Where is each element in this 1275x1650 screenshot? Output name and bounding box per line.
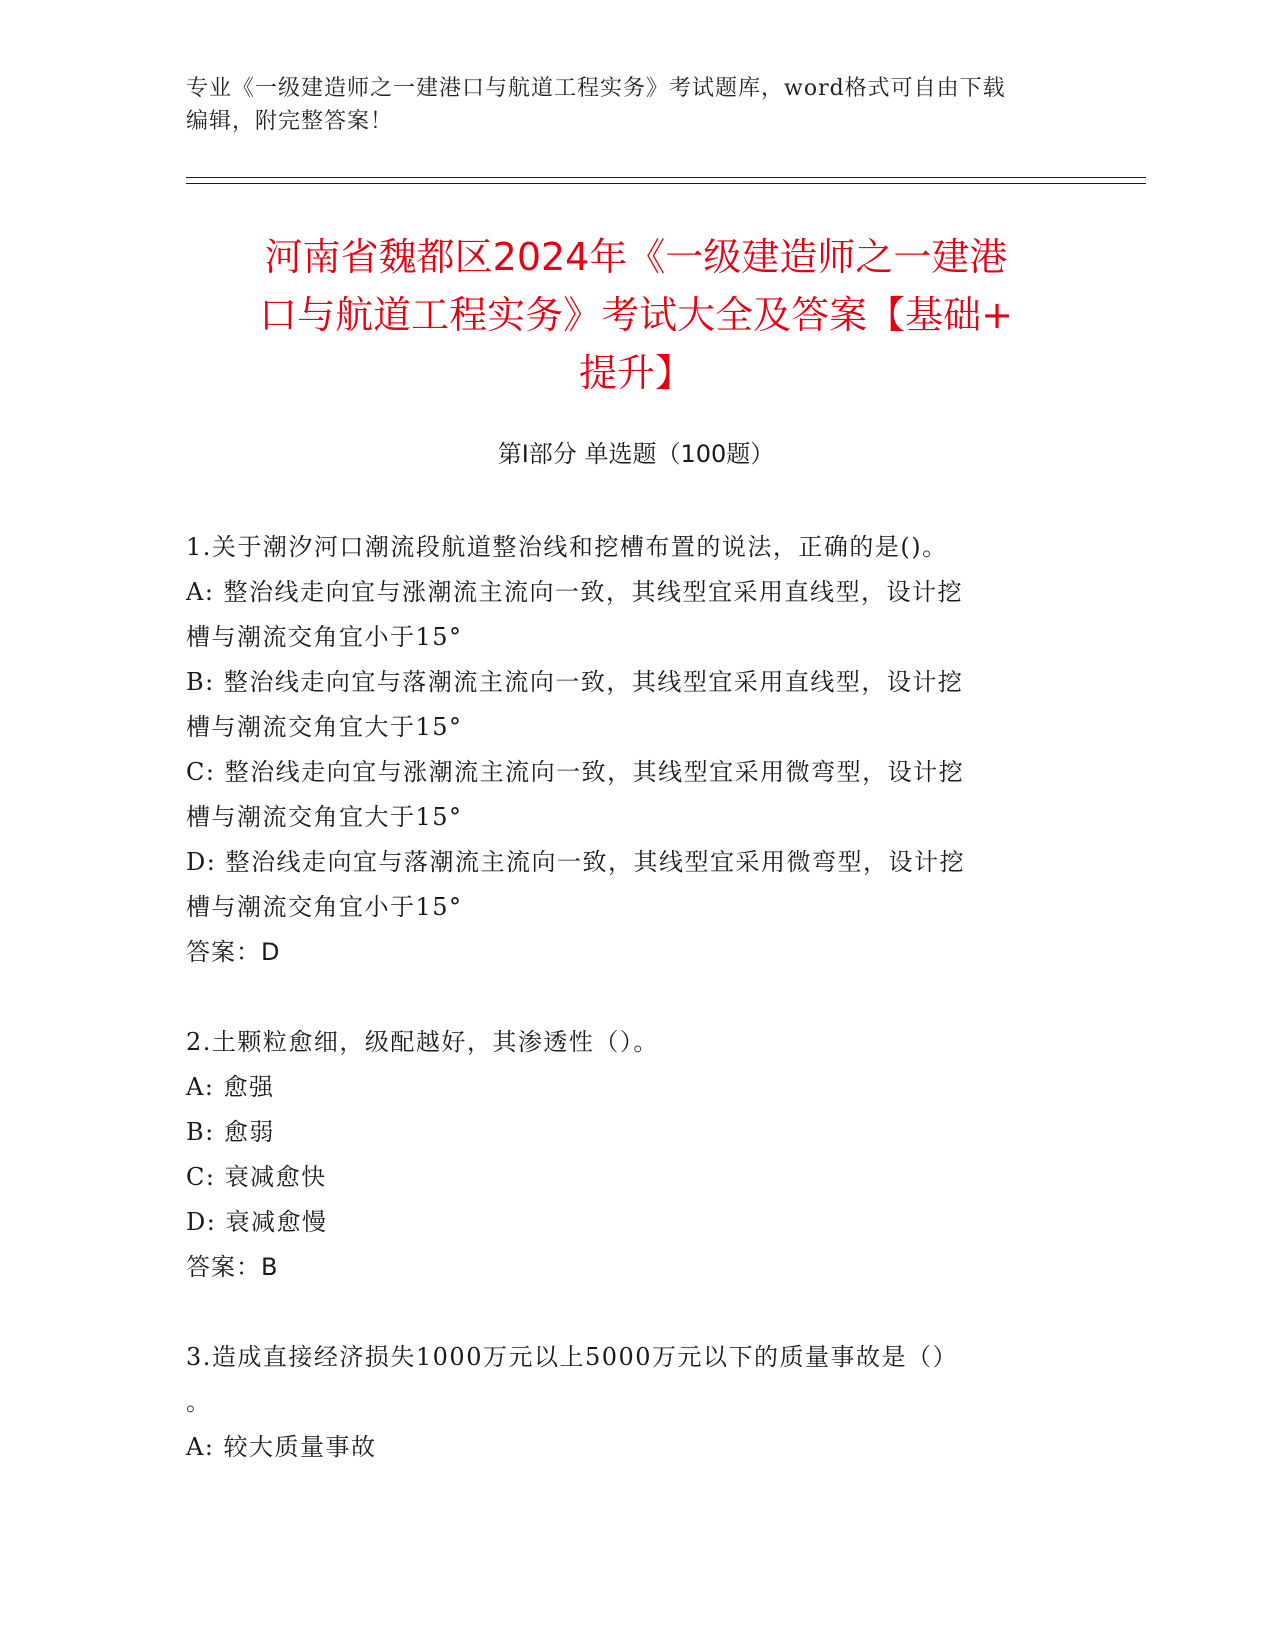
option-b-cont: 槽与潮流交角宜大于15° [186, 713, 463, 741]
title-line: 口与航道工程实务》考试大全及答案【基础+ [259, 293, 1013, 337]
option-d-cont: 槽与潮流交角宜小于15° [186, 893, 463, 921]
answer: 答案：B [186, 1253, 279, 1281]
option-a: A: 愈强 [186, 1073, 275, 1101]
title-line: 提升】 [578, 351, 693, 395]
option-a: A: 整治线走向宜与涨潮流主流向一致，其线型宜采用直线型，设计挖 [186, 578, 964, 606]
option-d: D: 衰减愈慢 [186, 1208, 328, 1236]
option-c: C: 衰减愈快 [186, 1163, 327, 1191]
header-note [186, 72, 1086, 138]
header-note-line: 专业《一级建造师之一建港口与航道工程实务》考试题库，word格式可自由下载 [186, 76, 1006, 101]
question-list [186, 525, 1096, 1470]
option-b: B: 整治线走向宜与落潮流主流向一致，其线型宜采用直线型，设计挖 [186, 668, 964, 696]
question-stem: 3.造成直接经济损失1000万元以上5000万元以下的质量事故是（） [186, 1343, 959, 1371]
header-note-line: 编辑，附完整答案！ [186, 109, 394, 134]
question-2 [186, 1020, 1096, 1290]
option-c-cont: 槽与潮流交角宜大于15° [186, 803, 463, 831]
document-title [186, 228, 1086, 402]
section-heading: 第I部分 单选题（100题） [497, 440, 775, 468]
answer: 答案：D [186, 938, 281, 966]
option-a: A: 较大质量事故 [186, 1433, 377, 1461]
option-b: B: 愈弱 [186, 1118, 275, 1146]
option-a-cont: 槽与潮流交角宜小于15° [186, 623, 463, 651]
question-stem: 2.土颗粒愈细，级配越好，其渗透性（）。 [186, 1028, 659, 1056]
question-3 [186, 1335, 1096, 1470]
title-line: 河南省魏都区2024年《一级建造师之一建港 [264, 235, 1008, 279]
question-stem-cont: 。 [186, 1388, 212, 1416]
question-stem: 1.关于潮汐河口潮流段航道整治线和挖槽布置的说法，正确的是()。 [186, 533, 948, 561]
header-divider-bottom [186, 183, 1146, 184]
option-c: C: 整治线走向宜与涨潮流主流向一致，其线型宜采用微弯型，设计挖 [186, 758, 965, 786]
question-1 [186, 525, 1096, 975]
header-divider-top [186, 177, 1146, 178]
option-d: D: 整治线走向宜与落潮流主流向一致，其线型宜采用微弯型，设计挖 [186, 848, 965, 876]
